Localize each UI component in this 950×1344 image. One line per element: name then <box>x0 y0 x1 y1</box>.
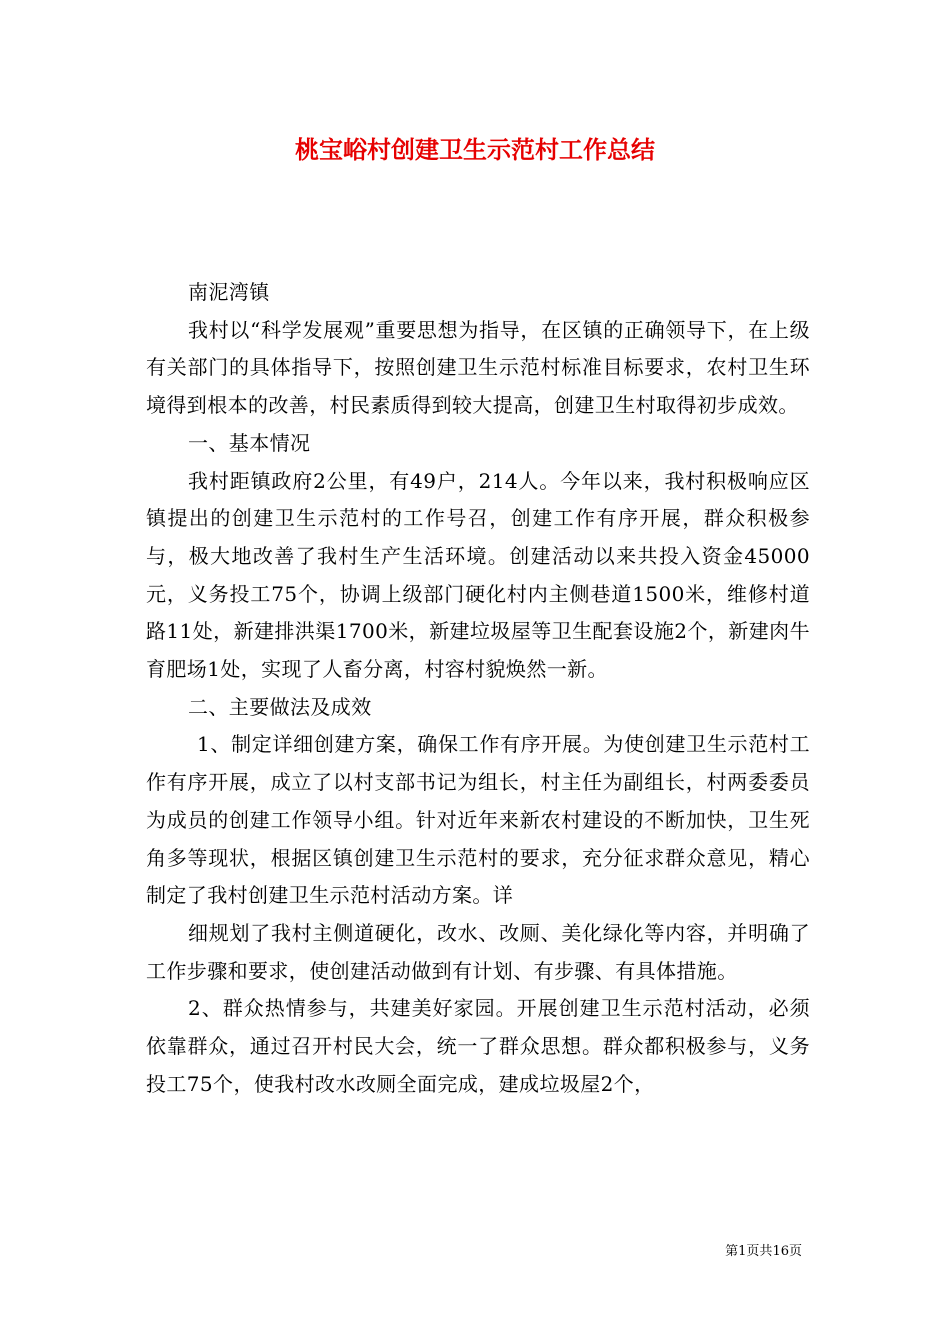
footer-suffix: 页 <box>788 1244 802 1259</box>
footer-prefix: 第 <box>725 1244 739 1259</box>
paragraph-town: 南泥湾镇 <box>188 280 270 304</box>
paragraph-measure-1: 1、制定详细创建方案，确保工作有序开展。为使创建卫生示范村工作有序开展，成立了以村支部书记为组长，村主任为副组长，村两委委员为成员的创建工作领导小组。针对近年来新农村建设的不断加快，卫生死角多等现状，根据区镇创建卫生示范村的要求，充分征求群众意见，精心制定了我村创建卫生示范村活动方案。详 <box>146 732 810 908</box>
paragraph-measure-1-continued: 细规划了我村主侧道硬化，改水、改厕、美化绿化等内容，并明确了工作步骤和要求，使创建活动做到有计划、有步骤、有具体措施。 <box>146 920 810 983</box>
document-body <box>146 274 810 1103</box>
heading-main-measures: 二、主要做法及成效 <box>188 694 372 719</box>
page-footer <box>725 1243 802 1261</box>
footer-current-page: 1 <box>738 1244 747 1259</box>
paragraph-measure-2: 2、群众热情参与，共建美好家园。开展创建卫生示范村活动，必须依靠群众，通过召开村民大会，统一了群众思想。群众都积极参与，义务投工75个，使我村改水改厕全面完成，建成垃圾屋2个， <box>146 996 810 1096</box>
document-title: 桃宝峪村创建卫生示范村工作总结 <box>295 135 655 164</box>
heading-basic-situation: 一、基本情况 <box>188 430 311 455</box>
footer-middle: 页共 <box>746 1244 773 1259</box>
paragraph-basic-situation: 我村距镇政府2公里，有49户，214人。今年以来，我村积极响应区镇提出的创建卫生示范村的工作号召，创建工作有序开展，群众积极参与，极大地改善了我村生产生活环境。创建活动以来共投入资金45000元，义务投工75个，协调上级部门硬化村内主侧巷道1500米，维修村道路11处，新建排洪渠1700米，新建垃圾屋等卫生配套设施2个，新建肉牛育肥场1处，实现了人畜分离，村容村貌焕然一新。 <box>146 468 810 682</box>
footer-total-pages: 16 <box>772 1244 789 1259</box>
paragraph-intro: 我村以“科学发展观”重要思想为指导，在区镇的正确领导下，在上级有关部门的具体指导下，按照创建卫生示范村标准目标要求，农村卫生环境得到根本的改善，村民素质得到较大提高，创建卫生村取得初步成效。 <box>146 317 810 418</box>
